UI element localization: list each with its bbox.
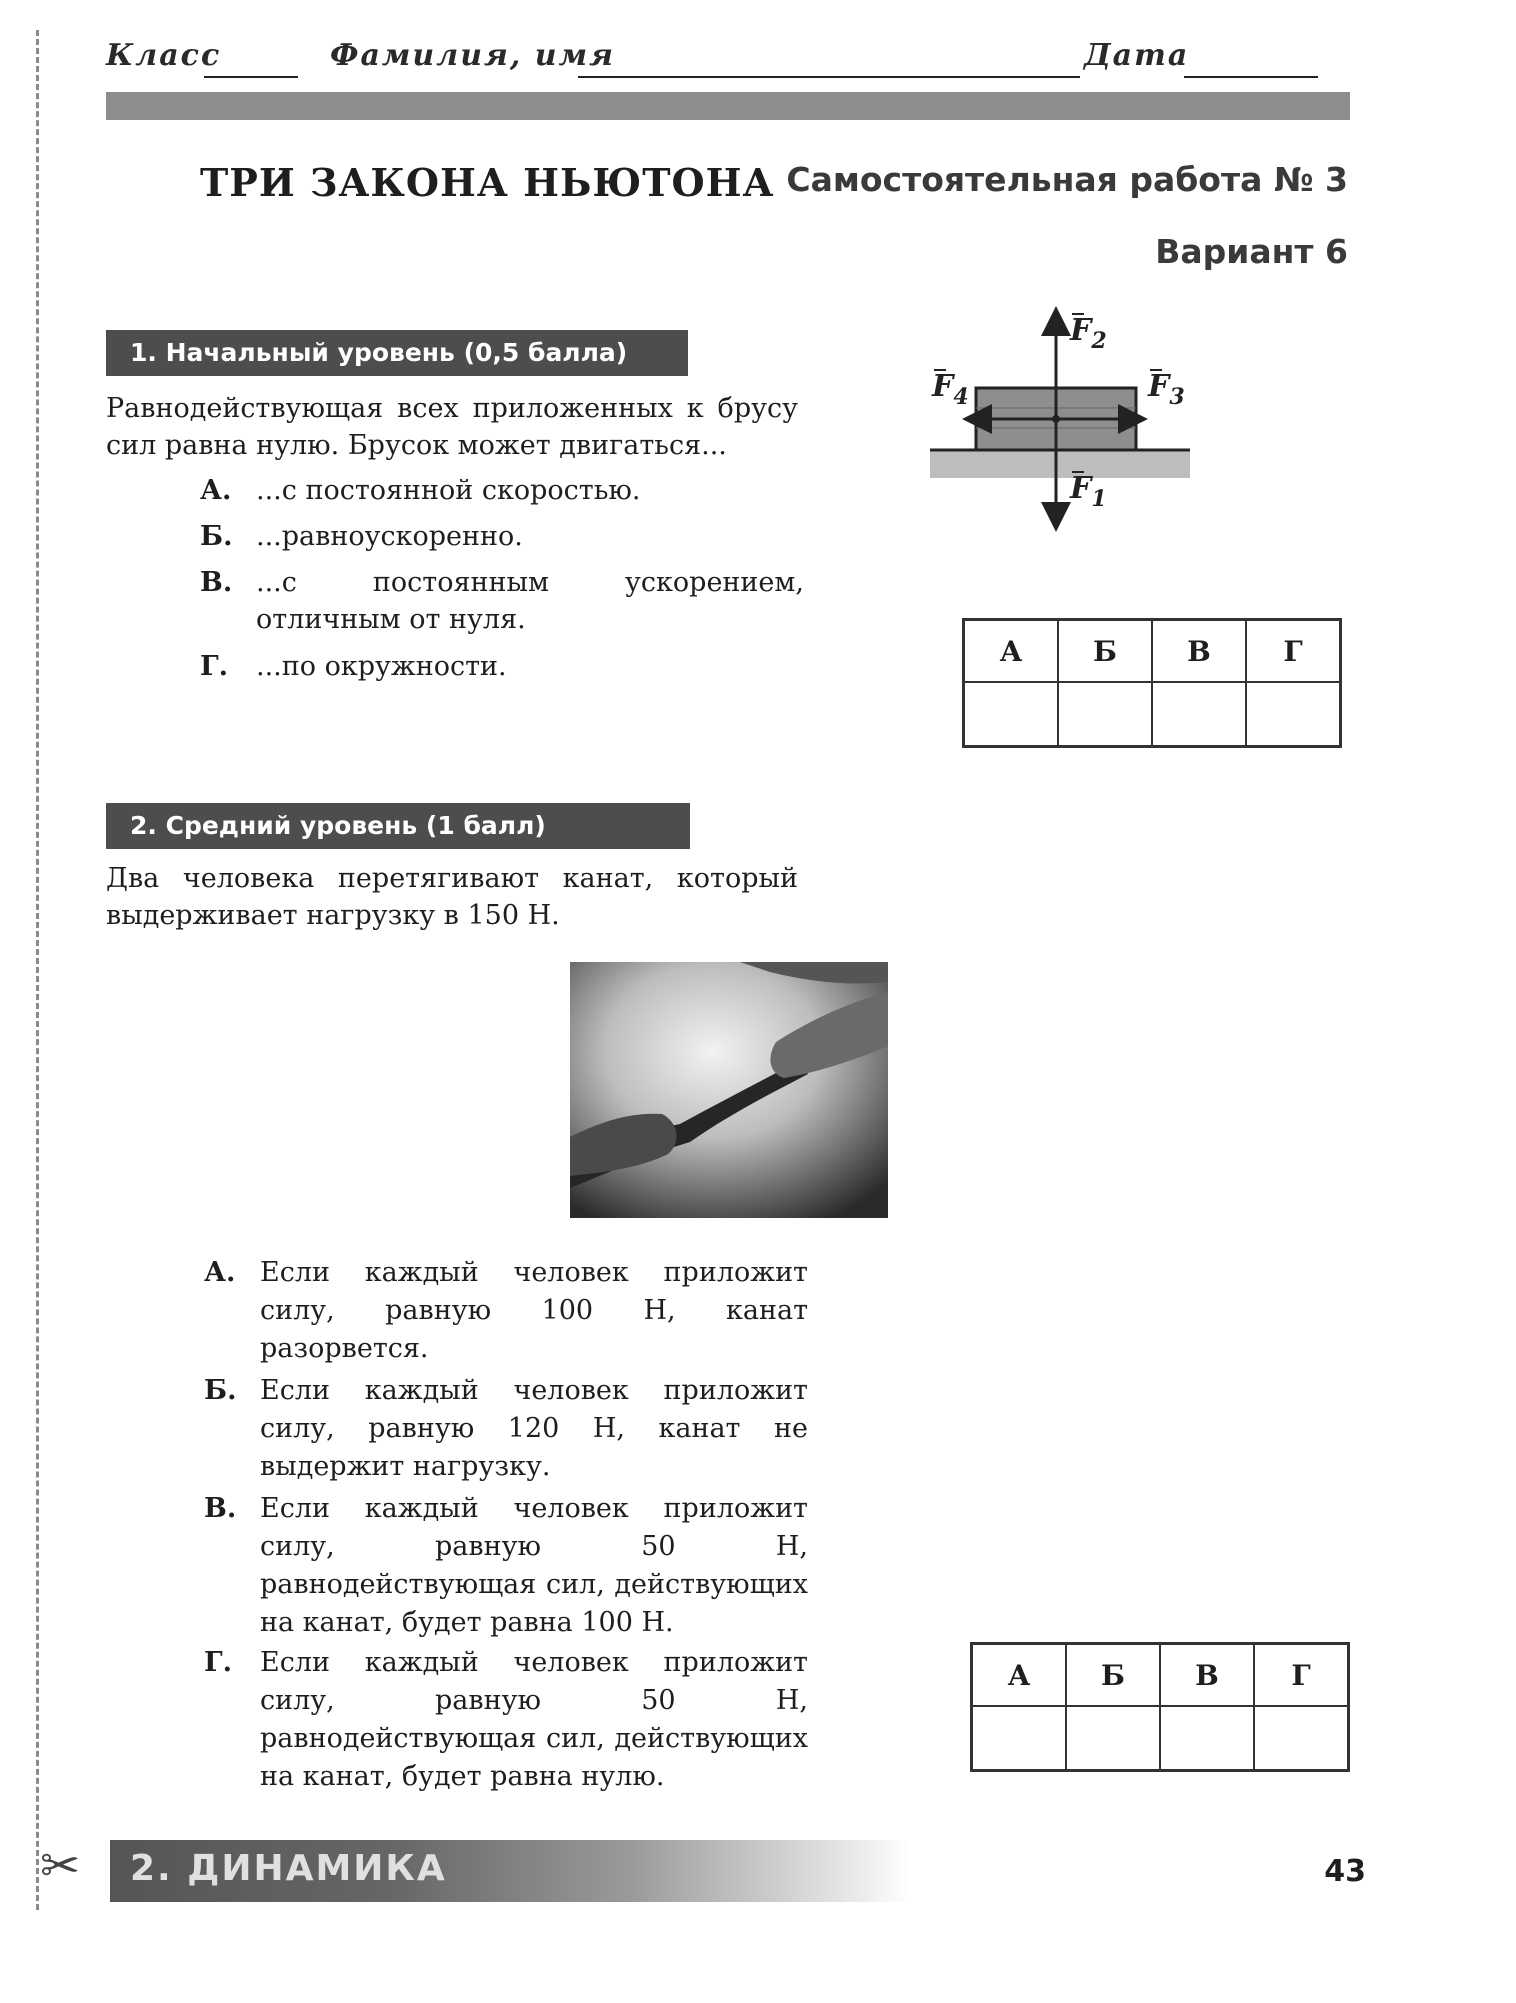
f4-label: $F_4$: [932, 369, 969, 410]
option-letter: Г.: [200, 651, 229, 682]
option-letter: А.: [204, 1257, 236, 1288]
grid-header-d: Г: [1246, 620, 1341, 683]
answer-cell-a[interactable]: [964, 682, 1059, 747]
answer-cell-a[interactable]: [972, 1706, 1067, 1771]
answer-cell-c[interactable]: [1160, 1706, 1254, 1771]
variant-label: Вариант 6: [1155, 232, 1348, 271]
date-label: Дата: [1084, 38, 1190, 73]
rope-photo: [570, 962, 888, 1218]
grid-header-c: В: [1160, 1644, 1254, 1707]
grid-header-d: Г: [1254, 1644, 1349, 1707]
option-letter: В.: [204, 1493, 237, 1524]
name-field[interactable]: [578, 76, 1080, 78]
option-text: Если каждый человек приложит силу, равную 120 Н, канат не выдержит нагрузку.: [260, 1375, 808, 1482]
option-letter: Б.: [200, 521, 233, 552]
page-number: 43: [1324, 1854, 1366, 1889]
task2-text: Два человека перетягивают канат, который выдерживает нагрузку в 150 Н.: [106, 863, 798, 931]
grid-header-a: А: [972, 1644, 1067, 1707]
answer-cell-d[interactable]: [1254, 1706, 1349, 1771]
answer-cell-d[interactable]: [1246, 682, 1341, 747]
class-label: Класс: [106, 38, 222, 73]
f2-label: $F_2$: [1070, 313, 1107, 354]
grid-header-c: В: [1152, 620, 1246, 683]
grid-header-b: Б: [1066, 1644, 1160, 1707]
answer-cell-c[interactable]: [1152, 682, 1246, 747]
cut-line: [36, 30, 39, 1910]
class-field[interactable]: [204, 76, 298, 78]
date-field[interactable]: [1184, 76, 1318, 78]
option-letter: Г.: [204, 1647, 233, 1678]
answer-grid-2: [970, 1642, 1350, 1772]
option-letter: А.: [200, 475, 232, 506]
option-letter: В.: [200, 567, 233, 598]
ground-surface: [930, 450, 1190, 478]
f1-label: $F_1$: [1070, 471, 1107, 512]
grid-header-a: А: [964, 620, 1059, 683]
page-title: ТРИ ЗАКОНА НЬЮТОНА: [200, 160, 775, 205]
answer-cell-b[interactable]: [1066, 1706, 1160, 1771]
option-text: Если каждый человек приложит силу, равную 50 Н, равнодействующая сил, действующих на канат, будет равна нулю.: [260, 1647, 808, 1792]
option-text: ...по окружности.: [256, 651, 507, 682]
f3-label: $F_3$: [1148, 369, 1185, 410]
option-text: Если каждый человек приложит силу, равную 100 Н, канат разорвется.: [260, 1257, 808, 1364]
grid-header-b: Б: [1058, 620, 1152, 683]
force-diagram: [920, 300, 1200, 540]
task2-level-badge: 2. Средний уровень (1 балл): [106, 803, 690, 849]
option-letter: Б.: [204, 1375, 237, 1406]
header-band: [106, 92, 1350, 120]
task1-level-badge: 1. Начальный уровень (0,5 балла): [106, 330, 688, 376]
work-title: Самостоятельная работа № 3: [786, 160, 1348, 199]
task1-text: Равнодействующая всех приложенных к брусу сил равна нулю. Брусок может двигаться...: [106, 393, 798, 461]
option-text: ...с постоянной скоростью.: [256, 475, 641, 506]
option-text: ...с постоянным ускорением, отличным от нуля.: [256, 567, 804, 635]
answer-cell-b[interactable]: [1058, 682, 1152, 747]
option-text: Если каждый человек приложит силу, равную 50 Н, равнодействующая сил, действующих на канат, будет равна 100 Н.: [260, 1493, 808, 1638]
section-title: 2. ДИНАМИКА: [130, 1848, 447, 1889]
option-text: ...равноускоренно.: [256, 521, 523, 552]
answer-grid-1: [962, 618, 1342, 748]
name-label: Фамилия, имя: [330, 38, 615, 73]
scissors-icon: ✂: [40, 1838, 81, 1894]
